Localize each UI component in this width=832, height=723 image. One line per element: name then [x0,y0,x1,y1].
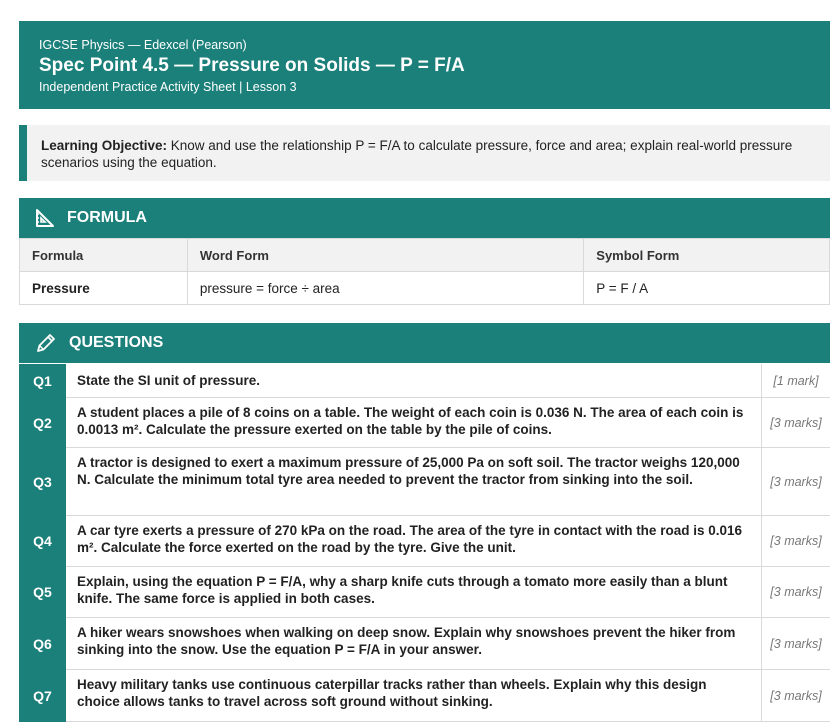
formula-name-cell: Pressure [20,272,188,305]
question-marks: [1 mark] [773,373,819,388]
question-text: Heavy military tanks use continuous caterpillar tracks rather than wheels. Explain why this design choice allows tanks to travel across soft ground without sinking. [66,670,762,721]
question-text: A car tyre exerts a pressure of 270 kPa on the road. The area of the tyre in contact with the road is 0.016 m². Calculate the force exerted on the road by the tyre. Give the unit. [66,516,762,566]
question-number: Q5 [19,567,66,619]
question-row [19,670,830,722]
page-title: Spec Point 4.5 — Pressure on Solids — P = F/A [39,55,465,76]
question-text: A tractor is designed to exert a maximum pressure of 25,000 Pa on soft soil. The tractor weighs 120,000 N. Calculate the minimum total tyre area needed to prevent the tractor from sinking into the soil. [66,448,762,515]
question-marks: [3 marks] [770,534,822,548]
formula-table-header [20,239,830,272]
question-text: Explain, using the equation P = F/A, why a sharp knife cuts through a tomato more easily than a blunt knife. The same force is applied in both cases. [66,567,762,617]
question-marks: [3 marks] [770,585,822,599]
question-text: A hiker wears snowshoes when walking on deep snow. Explain why snowshoes prevent the hiker from sinking into the snow. Use the equation P = F/A in your answer. [66,618,762,669]
questions-section-header [19,323,830,363]
column-header: Word Form [187,239,583,272]
column-header: Symbol Form [584,239,830,272]
question-text: A student places a pile of 8 coins on a table. The weight of each coin is 0.036 N. The area of each coin is 0.0013 m². Calculate the pressure exerted on the table by the pile of coins. [66,398,762,447]
learning-objective [19,125,830,181]
question-row [19,364,830,398]
question-marks: [3 marks] [770,415,822,430]
questions-list [19,364,830,722]
question-number: Q4 [19,516,66,568]
question-row [19,567,830,618]
course-name: IGCSE Physics — Edexcel (Pearson) [39,38,247,52]
pencil-icon [35,332,57,354]
objective-label: Learning Objective: [41,138,168,153]
column-header: Formula [20,239,188,272]
set-square-icon [35,208,55,228]
question-marks: [3 marks] [770,636,822,651]
formula-table [19,238,830,305]
questions-section-title: QUESTIONS [69,334,164,351]
objective-text: Know and use the relationship P = F/A to calculate pressure, force and area; explain real-world pressure scenarios using the equation. [41,138,793,170]
formula-section-header [19,198,830,238]
question-marks: [3 marks] [770,474,822,489]
question-row [19,398,830,448]
page-subtitle: Independent Practice Activity Sheet | Lesson 3 [39,80,297,94]
question-text: State the SI unit of pressure. [66,364,762,397]
question-number: Q3 [19,448,66,517]
question-number: Q1 [19,364,66,399]
page-header [19,21,830,109]
question-number: Q2 [19,398,66,449]
question-number: Q6 [19,618,66,671]
table-row [20,272,830,305]
question-number: Q7 [19,670,66,723]
symbol-form-cell: P = F / A [584,272,830,305]
question-row [19,516,830,567]
question-row [19,448,830,516]
word-form-cell: pressure = force ÷ area [187,272,583,305]
question-row [19,618,830,670]
formula-section-title: FORMULA [67,209,147,226]
question-marks: [3 marks] [770,688,822,703]
